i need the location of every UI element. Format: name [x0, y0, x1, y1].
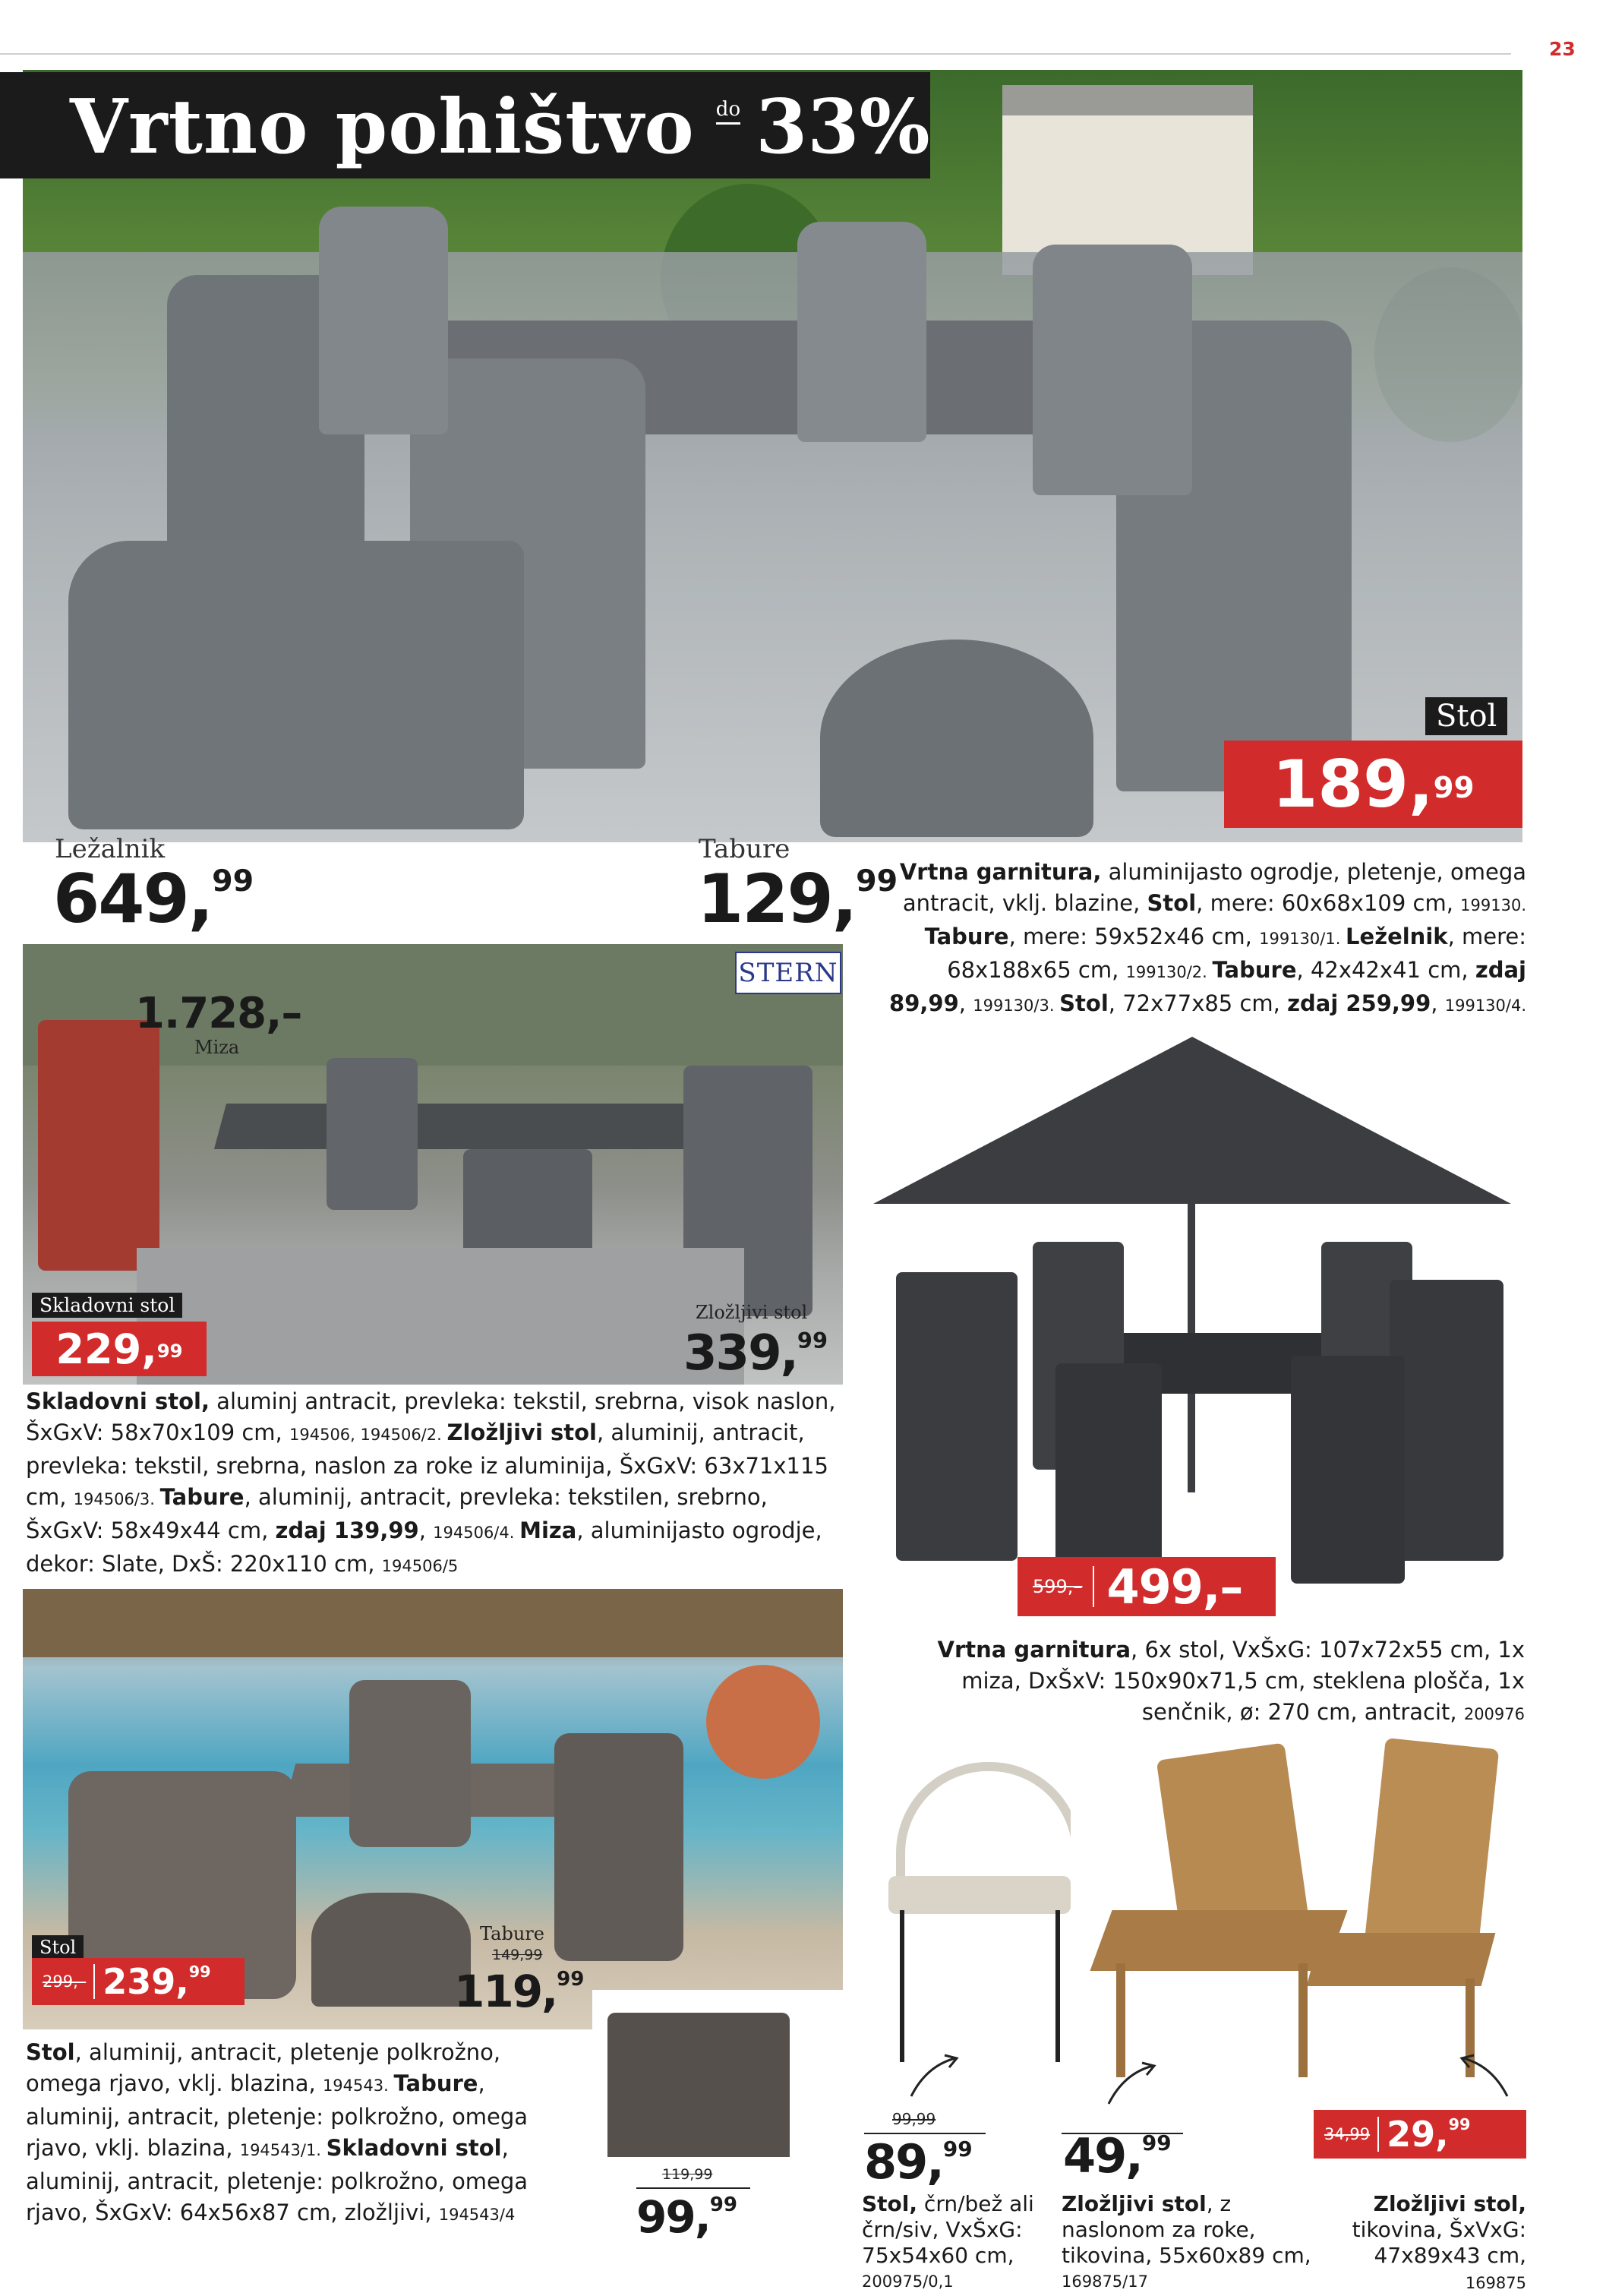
desc-rope-chair [862, 2191, 1036, 2294]
price-teak-armchair [1063, 2128, 1172, 2184]
label-tabure-1: Tabure [699, 834, 790, 864]
price-stol-4-new [95, 1961, 210, 2002]
desc4-t1: Stol [26, 2039, 75, 2065]
desc1-c2: 199130/1. [1259, 930, 1346, 948]
label-lezalnik: Ležalnik [55, 834, 166, 864]
price-teak-folding-main: 29, [1387, 2114, 1449, 2155]
desc-vrtna-garnitura-1 [873, 857, 1526, 1022]
desc1-t16: , [1431, 990, 1445, 1016]
desc2-t6: , aluminij, antracit, prevleka: tekstilen, srebrno, ŠxGxV: 58x49x44 cm, [26, 1484, 768, 1543]
desc2-t7: zdaj 139,99 [275, 1518, 419, 1543]
desc1-t4: , mere: 60x68x109 cm, [1196, 890, 1461, 916]
old-price-skladovni-4: 119,99 [662, 2166, 713, 2183]
price-umbrella-set-old: 599,– [1033, 1576, 1083, 1597]
price-teak-folding-cents: 99 [1448, 2115, 1471, 2134]
price-teak-folding-old: 34,99 [1324, 2125, 1371, 2143]
desc7-t2: tikovina, ŠxVxG: 47x89x43 cm, [1352, 2217, 1526, 2268]
desc4-c2: 194543/1. [239, 2141, 327, 2159]
desc7-t1: Zložljivi stol, [1373, 2191, 1526, 2216]
old-price-tabure-4: 149,99 [492, 1947, 543, 1963]
header-do: do [716, 98, 740, 125]
desc4-t6: , aluminij, antracit, pletenje: polkrožno, omega rjavo, ŠxGxV: 64x56x87 cm, zložljivi, [26, 2135, 528, 2225]
desc2-c4: 194506/5 [381, 1557, 459, 1575]
desc1-c4: 199130/3. [973, 996, 1060, 1015]
price-tabure-4-cents: 99 [557, 1968, 585, 1991]
label-miza: Miza [194, 1037, 240, 1058]
desc4-c1: 194543. [322, 2077, 394, 2095]
desc7-c1: 169875 [1465, 2274, 1526, 2292]
desc1-c1: 199130. [1460, 896, 1526, 914]
price-lezalnik-main: 649, [53, 860, 213, 938]
label-tabure-4: Tabure [480, 1923, 544, 1944]
price-umbrella-set [1018, 1557, 1276, 1616]
desc2-c2: 194506/3. [73, 1490, 160, 1508]
desc1-c3: 199130/2. [1125, 963, 1213, 981]
divider-skladovni-4 [636, 2187, 750, 2189]
price-zlozljivi-2-cents: 99 [797, 1328, 828, 1354]
price-skladovni-4-main: 99, [636, 2191, 710, 2243]
desc2-c1: 194506, 194506/2. [289, 1426, 447, 1444]
desc1-t14: , 72x77x85 cm, [1108, 990, 1288, 1016]
desc1-t1: Vrtna garnitura, [899, 859, 1102, 885]
price-tabure-4 [454, 1966, 584, 2017]
price-teak-armchair-main: 49, [1063, 2128, 1142, 2184]
price-skladovni-main: 229, [55, 1325, 157, 1373]
desc1-t11: zdaj 89,99 [889, 957, 1526, 1016]
desc5-t1: Stol, [862, 2191, 918, 2216]
arrow-up-icon-teak1 [1101, 2058, 1162, 2111]
desc1-c5: 199130/4. [1444, 996, 1526, 1015]
label-stol-1: Stol [1425, 697, 1507, 735]
desc3-t1: Vrtna garnitura [937, 1637, 1131, 1663]
top-rule [0, 53, 1511, 55]
desc5-t2: črn/bež ali črn/siv, VxŠxG: 75x54x60 cm, [862, 2191, 1034, 2268]
price-zlozljivi-stol-2 [683, 1325, 828, 1382]
desc4-t5: Skladovni stol [326, 2135, 502, 2161]
label-zlozljivi-stol-2: Zložljivi stol [696, 1302, 808, 1323]
stern-logo-text: STERN [738, 958, 838, 988]
price-stol-1 [1224, 741, 1522, 828]
desc6-t1: Zložljivi stol [1062, 2191, 1207, 2216]
desc-stern-set [26, 1386, 846, 1582]
header-percent: 33% [756, 83, 930, 171]
desc1-t7: Leželnik [1346, 924, 1448, 949]
stern-logo [735, 952, 841, 994]
hero-photo-rattan-set [23, 70, 1522, 842]
desc1-t13: Stol [1059, 990, 1109, 1016]
desc6-t2: , z naslonom za roke, tikovina, 55x60x89 cm, [1062, 2191, 1311, 2268]
desc1-t5: Tabure [924, 924, 1009, 949]
price-teak-folding-new [1379, 2114, 1470, 2155]
price-stol-1-main: 189, [1272, 746, 1434, 823]
price-tabure-1-cents: 99 [856, 863, 898, 899]
desc3-c1: 200976 [1463, 1705, 1525, 1723]
price-lezalnik-cents: 99 [212, 863, 254, 899]
price-rope-chair-cents: 99 [942, 2137, 973, 2162]
desc5-c1: 200975/0,1 [862, 2272, 954, 2291]
arrow-up-icon-rope [904, 2051, 964, 2104]
desc2-t8: , [418, 1518, 434, 1543]
desc2-t5: Tabure [159, 1484, 245, 1510]
price-rope-chair-main: 89, [864, 2134, 943, 2190]
old-price-rope-chair: 99,99 [892, 2110, 936, 2128]
desc2-t3: Zložljivi stol [446, 1420, 597, 1445]
price-stol-4-old: 299,– [43, 1972, 87, 1991]
desc4-c3: 194543/4 [438, 2206, 516, 2224]
arrow-up-icon-teak2 [1454, 2051, 1515, 2104]
desc1-t10: , 42x42x41 cm, [1296, 957, 1475, 983]
desc1-t12: , [958, 990, 973, 1016]
desc1-t6: , mere: 59x52x46 cm, [1008, 924, 1260, 949]
header-title [70, 77, 930, 176]
price-umbrella-set-new: 499,– [1106, 1559, 1243, 1615]
price-tabure-1 [697, 860, 898, 938]
page-number: 23 [1549, 38, 1576, 60]
price-lezalnik [53, 860, 254, 938]
desc2-c3: 194506/4. [433, 1524, 520, 1542]
price-tabure-1-main: 129, [697, 860, 857, 938]
desc-umbrella-set [896, 1634, 1525, 1730]
desc4-t4: , aluminij, antracit, pletenje: polkrožno, omega rjavo, vklj. blazina, [26, 2070, 528, 2161]
price-teak-armchair-cents: 99 [1141, 2130, 1172, 2156]
price-stol-4 [32, 1958, 245, 2005]
price-zlozljivi-2-main: 339, [683, 1325, 797, 1382]
desc2-t4: , aluminij, antracit, prevleka: tekstil, srebrna, naslon za roke iz aluminija, ŠxGxV: 63x71x115 cm, [26, 1420, 828, 1510]
desc3-t2: , 6x stol, VxŠxG: 107x72x55 cm, 1x miza, DxŠxV: 150x90x71,5 cm, steklena plošča, 1x senčnik, ø: 270 cm, antracit, [961, 1637, 1525, 1725]
price-skladovni-4-cents: 99 [709, 2193, 738, 2217]
photo-teak-chairs [1071, 1735, 1526, 2077]
desc6-c1: 169875/17 [1062, 2272, 1148, 2291]
price-stol-4-cents: 99 [188, 1963, 211, 1982]
price-teak-folding [1314, 2110, 1526, 2159]
header-title-text: Vrtno pohištvo [70, 83, 695, 171]
desc2-t9: Miza [519, 1518, 577, 1543]
price-rope-chair [864, 2134, 973, 2190]
desc1-t9: Tabure [1212, 957, 1297, 983]
photo-rope-chair [866, 1747, 1093, 2066]
desc-sea-terrace-set [26, 2037, 573, 2231]
price-stol-1-cents: 99 [1433, 770, 1475, 805]
price-skladovni-cents: 99 [156, 1340, 183, 1363]
desc1-t2: aluminijasto ogrodje, pletenje, omega antracit, vklj. blazine, [902, 859, 1526, 916]
desc4-t3: Tabure [393, 2070, 478, 2096]
desc1-t3: Stol [1147, 890, 1197, 916]
desc-teak-armchair [1062, 2191, 1320, 2294]
desc4-t2: , aluminij, antracit, pletenje polkrožno, omega rjavo, vklj. blazina, [26, 2039, 501, 2096]
desc1-t8: , mere: 68x188x65 cm, [947, 924, 1526, 983]
desc2-t10: , aluminijasto ogrodje, dekor: Slate, DxŠ: 220x110 cm, [26, 1518, 822, 1577]
label-skladovni-stol: Skladovni stol [32, 1293, 182, 1318]
price-stol-4-main: 239, [103, 1961, 189, 2002]
label-stol-4: Stol [32, 1935, 84, 1960]
price-tabure-4-main: 119, [454, 1966, 557, 2017]
photo-umbrella-set [866, 1022, 1534, 1599]
desc1-t15: zdaj 259,99 [1287, 990, 1431, 1016]
photo-skladovni-stol-4 [592, 1990, 843, 2157]
price-skladovni-stol [32, 1322, 207, 1376]
price-skladovni-4 [636, 2191, 737, 2243]
desc2-t2: aluminj antracit, prevleka: tekstil, srebrna, visok naslon, ŠxGxV: 58x70x109 cm, [26, 1388, 836, 1445]
desc-teak-folding [1329, 2191, 1526, 2296]
price-miza: 1.728,– [135, 989, 302, 1038]
desc2-t1: Skladovni stol, [26, 1388, 210, 1414]
